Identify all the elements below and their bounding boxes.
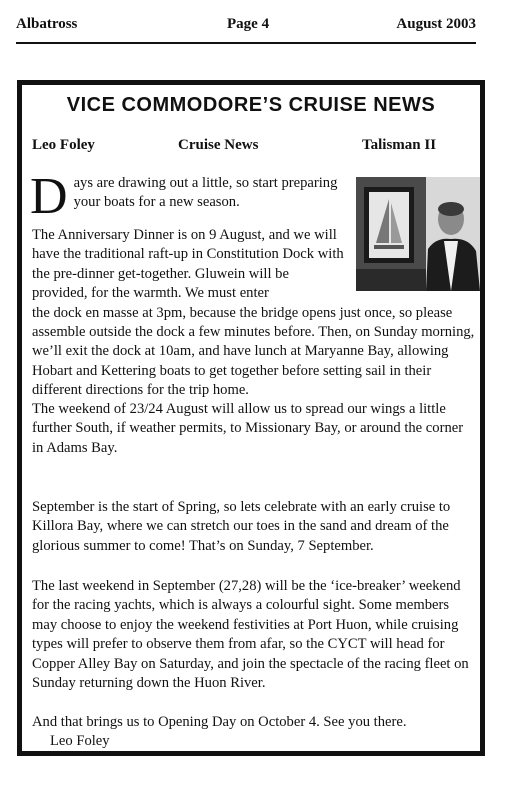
newsletter-name: Albatross (16, 16, 78, 32)
signature: Leo Foley (50, 733, 110, 750)
drop-cap: D (30, 168, 68, 225)
page-number: Page 4 (227, 16, 270, 32)
article-box (17, 80, 485, 756)
issue-date: August 2003 (396, 16, 476, 32)
author-photo (356, 177, 480, 291)
paragraph-september: September is the start of Spring, so lets celebrate with an early cruise to Killora Bay, where we can stretch our toes in the sand and dream of the glorious summer to come! That’s on Sunday, 7 September. (32, 499, 451, 554)
paragraph-anniversary-dinner (32, 226, 475, 401)
paragraph-anniversary-narrow: The Anniversary Dinner is on 9 August, and we will have the traditional raft-up in Constitution Dock with the pre-dinner get-together. Gluwein will be provided, for the warmth. We must enter (32, 227, 344, 302)
article-title: VICE COMMODORE’S CRUISE NEWS (66, 94, 436, 116)
byline-section: Cruise News (178, 137, 259, 153)
article-byline (22, 137, 480, 159)
header-divider (16, 42, 476, 44)
paragraph-closing (32, 713, 476, 752)
paragraph-intro (30, 168, 346, 225)
byline-boat: Talisman II (362, 137, 437, 153)
paragraph-ice-breaker: The last weekend in September (27,28) will be the ‘ice-breaker’ weekend for the racing yachts, which is always a colourful sight. Some members may choose to enjoy the weekend festivities at Port Huon, while cruising types will prefer to observe them from afar, so the CYCT will head for Copper Alley Bay on Saturday, and join the spectacle of the racing fleet on Sunday returning down the Huon River. (32, 578, 469, 692)
closing-text: And that brings us to Opening Day on October 4. See you there. (32, 714, 407, 730)
page-header (16, 16, 476, 38)
paragraph-intro-text: ays are drawing out a little, so start preparing your boats for a new season. (73, 175, 338, 211)
byline-author: Leo Foley (32, 137, 95, 153)
paragraph-august-weekend: The weekend of 23/24 August will allow us to spread our wings a little further South, if weather permits, to Missionary Bay, or around the corner in Adams Bay. (32, 401, 464, 456)
paragraph-anniversary-full: the dock en masse at 3pm, because the bridge opens just once, so please assemble outside the dock a few minutes before. Then, on Sunday morning, we’ll exit the dock at 10am, and have lunch at Maryanne Bay, allowing Hobart and Kettering boats to get together before setting sail in their different directions for the trip home. (32, 304, 475, 399)
